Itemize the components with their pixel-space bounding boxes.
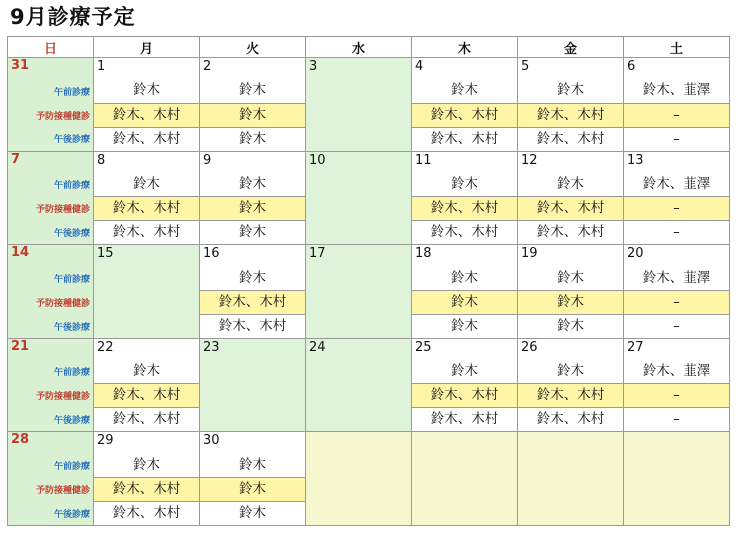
empty-day bbox=[306, 432, 412, 526]
slot-am: 鈴木 bbox=[94, 173, 200, 197]
schedule-calendar bbox=[7, 36, 730, 526]
slot-vac: 鈴木、木村 bbox=[518, 384, 624, 408]
week-4-row-0 bbox=[8, 432, 730, 454]
date-number: 5 bbox=[518, 58, 624, 80]
sunday-date: 7 bbox=[8, 151, 94, 173]
weekday-thu: 木 bbox=[412, 37, 518, 58]
slot-pm: 鈴木、木村 bbox=[412, 127, 518, 151]
slot-pm: 鈴木 bbox=[200, 221, 306, 245]
slot-vac: 鈴木、木村 bbox=[518, 103, 624, 127]
slot-am: 鈴木 bbox=[412, 79, 518, 103]
date-number: 13 bbox=[624, 151, 730, 173]
weekday-tue: 火 bbox=[200, 37, 306, 58]
date-number: 8 bbox=[94, 151, 200, 173]
date-number: 29 bbox=[94, 432, 200, 454]
slot-am: 鈴木、韮澤 bbox=[624, 79, 730, 103]
weekday-sun: 日 bbox=[8, 37, 94, 58]
slot-am: 鈴木 bbox=[412, 266, 518, 290]
label-vac: 予防接種健診 bbox=[8, 290, 94, 314]
slot-am: 鈴木 bbox=[94, 360, 200, 384]
slot-pm: 鈴木、木村 bbox=[518, 127, 624, 151]
slot-vac: 鈴木 bbox=[200, 197, 306, 221]
slot-pm: 鈴木、木村 bbox=[94, 127, 200, 151]
slot-vac: 鈴木 bbox=[518, 290, 624, 314]
week-2-row-0 bbox=[8, 245, 730, 267]
slot-vac: 鈴木、木村 bbox=[412, 103, 518, 127]
slot-vac: 鈴木、木村 bbox=[94, 478, 200, 502]
weekday-wed: 水 bbox=[306, 37, 412, 58]
slot-pm: 鈴木 bbox=[200, 501, 306, 525]
slot-pm: – bbox=[624, 221, 730, 245]
sunday-date: 21 bbox=[8, 338, 94, 360]
date-number: 16 bbox=[200, 245, 306, 267]
slot-vac: 鈴木、木村 bbox=[94, 103, 200, 127]
slot-am: 鈴木、韮澤 bbox=[624, 266, 730, 290]
slot-am: 鈴木 bbox=[518, 266, 624, 290]
slot-pm: 鈴木 bbox=[518, 314, 624, 338]
slot-vac: 鈴木、木村 bbox=[412, 384, 518, 408]
slot-vac: 鈴木 bbox=[200, 103, 306, 127]
slot-am: 鈴木 bbox=[200, 173, 306, 197]
slot-pm: 鈴木、木村 bbox=[412, 221, 518, 245]
empty-day bbox=[412, 432, 518, 526]
slot-am: 鈴木 bbox=[518, 79, 624, 103]
closed-day: 3 bbox=[306, 58, 412, 152]
date-number: 2 bbox=[200, 58, 306, 80]
label-am: 午前診療 bbox=[8, 454, 94, 478]
slot-am: 鈴木 bbox=[200, 79, 306, 103]
slot-am: 鈴木、韮澤 bbox=[624, 360, 730, 384]
slot-vac: – bbox=[624, 103, 730, 127]
label-am: 午前診療 bbox=[8, 173, 94, 197]
label-pm: 午後診療 bbox=[8, 127, 94, 151]
slot-pm: 鈴木、木村 bbox=[94, 501, 200, 525]
weekday-sat: 土 bbox=[624, 37, 730, 58]
slot-am: 鈴木 bbox=[412, 360, 518, 384]
slot-am: 鈴木 bbox=[518, 360, 624, 384]
date-number: 9 bbox=[200, 151, 306, 173]
slot-vac: 鈴木 bbox=[412, 290, 518, 314]
slot-am: 鈴木 bbox=[412, 173, 518, 197]
week-3-row-0 bbox=[8, 338, 730, 360]
slot-pm: 鈴木、木村 bbox=[412, 408, 518, 432]
slot-am: 鈴木 bbox=[200, 266, 306, 290]
slot-pm: 鈴木、木村 bbox=[94, 408, 200, 432]
label-am: 午前診療 bbox=[8, 266, 94, 290]
date-number: 18 bbox=[412, 245, 518, 267]
empty-day bbox=[624, 432, 730, 526]
date-number: 4 bbox=[412, 58, 518, 80]
slot-pm: 鈴木、木村 bbox=[94, 221, 200, 245]
date-number: 19 bbox=[518, 245, 624, 267]
closed-day: 10 bbox=[306, 151, 412, 245]
slot-pm: – bbox=[624, 314, 730, 338]
slot-pm: 鈴木 bbox=[412, 314, 518, 338]
date-number: 6 bbox=[624, 58, 730, 80]
empty-day bbox=[518, 432, 624, 526]
sunday-date: 31 bbox=[8, 58, 94, 80]
date-number: 1 bbox=[94, 58, 200, 80]
slot-pm: 鈴木、木村 bbox=[518, 221, 624, 245]
page-title: 9月診療予定 bbox=[10, 5, 136, 29]
weekday-fri: 金 bbox=[518, 37, 624, 58]
label-pm: 午後診療 bbox=[8, 408, 94, 432]
closed-day: 15 bbox=[94, 245, 200, 339]
slot-vac: 鈴木、木村 bbox=[94, 384, 200, 408]
slot-am: 鈴木、韮澤 bbox=[624, 173, 730, 197]
slot-am: 鈴木 bbox=[518, 173, 624, 197]
date-number: 22 bbox=[94, 338, 200, 360]
label-vac: 予防接種健診 bbox=[8, 478, 94, 502]
closed-day: 24 bbox=[306, 338, 412, 432]
slot-vac: – bbox=[624, 384, 730, 408]
slot-am: 鈴木 bbox=[94, 454, 200, 478]
label-pm: 午後診療 bbox=[8, 221, 94, 245]
slot-pm: – bbox=[624, 408, 730, 432]
label-am: 午前診療 bbox=[8, 360, 94, 384]
label-vac: 予防接種健診 bbox=[8, 103, 94, 127]
slot-vac: – bbox=[624, 290, 730, 314]
slot-vac: 鈴木、木村 bbox=[412, 197, 518, 221]
date-number: 26 bbox=[518, 338, 624, 360]
label-vac: 予防接種健診 bbox=[8, 197, 94, 221]
sunday-date: 28 bbox=[8, 432, 94, 454]
week-0-row-0 bbox=[8, 58, 730, 80]
date-number: 20 bbox=[624, 245, 730, 267]
closed-day: 23 bbox=[200, 338, 306, 432]
label-pm: 午後診療 bbox=[8, 314, 94, 338]
date-number: 11 bbox=[412, 151, 518, 173]
weekday-mon: 月 bbox=[94, 37, 200, 58]
week-1-row-0 bbox=[8, 151, 730, 173]
date-number: 12 bbox=[518, 151, 624, 173]
label-am: 午前診療 bbox=[8, 79, 94, 103]
slot-vac: 鈴木 bbox=[200, 478, 306, 502]
slot-vac: – bbox=[624, 197, 730, 221]
weekday-header bbox=[8, 37, 730, 58]
label-vac: 予防接種健診 bbox=[8, 384, 94, 408]
slot-vac: 鈴木、木村 bbox=[518, 197, 624, 221]
slot-pm: 鈴木 bbox=[200, 127, 306, 151]
closed-day: 17 bbox=[306, 245, 412, 339]
slot-vac: 鈴木、木村 bbox=[94, 197, 200, 221]
slot-am: 鈴木 bbox=[200, 454, 306, 478]
slot-vac: 鈴木、木村 bbox=[200, 290, 306, 314]
slot-pm: 鈴木、木村 bbox=[518, 408, 624, 432]
label-pm: 午後診療 bbox=[8, 501, 94, 525]
slot-pm: 鈴木、木村 bbox=[200, 314, 306, 338]
date-number: 27 bbox=[624, 338, 730, 360]
date-number: 30 bbox=[200, 432, 306, 454]
sunday-date: 14 bbox=[8, 245, 94, 267]
slot-am: 鈴木 bbox=[94, 79, 200, 103]
slot-pm: – bbox=[624, 127, 730, 151]
date-number: 25 bbox=[412, 338, 518, 360]
